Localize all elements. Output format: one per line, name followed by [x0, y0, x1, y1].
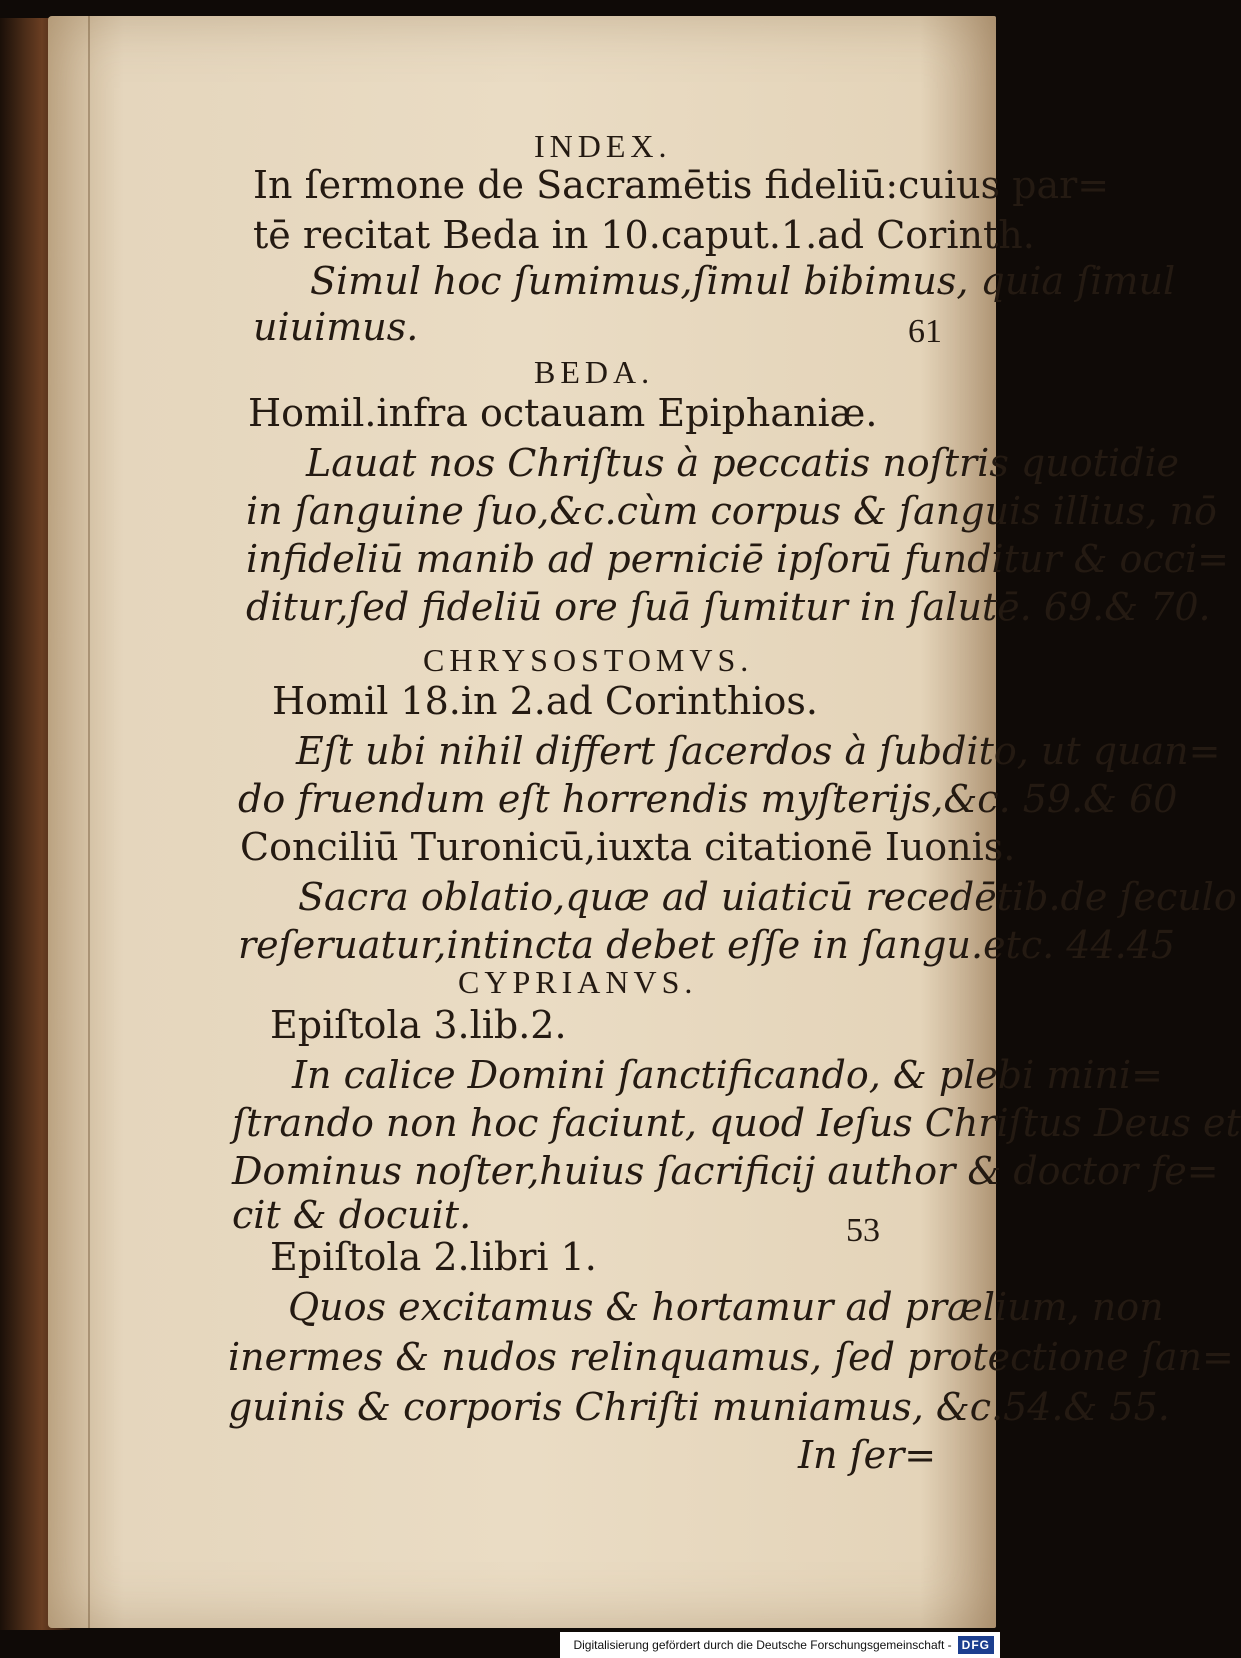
text-line: Eſt ubi nihil differt ſacerdos à ſubdito, ut quan=: [296, 729, 1221, 773]
text-line: inermes & nudos relinquamus, ſed protectione ſan=: [228, 1335, 1234, 1379]
text-line: cit & docuit.: [232, 1193, 472, 1237]
text-line: uiuimus.: [253, 305, 419, 349]
page-text: [48, 16, 1241, 1628]
text-line: Conciliū Turonicū,iuxta citationē Iuonis.: [240, 825, 1016, 869]
text-line: Epiſtola 3.lib.2.: [270, 1003, 567, 1047]
credit-text: Digitalisierung gefördert durch die Deutsche Forschungsgemeinschaft -: [573, 1638, 952, 1652]
section-heading: CYPRIANVS.: [458, 964, 698, 1000]
reference-number: 53: [846, 1212, 880, 1249]
text-line: infideliū manib ad perniciē ipſorū funditur & occi=: [246, 537, 1229, 581]
text-line: Epiſtola 2.libri 1.: [270, 1235, 597, 1279]
text-line: Lauat nos Chriſtus à peccatis noſtris quotidie: [306, 441, 1179, 485]
running-head: INDEX.: [534, 128, 672, 164]
digitization-credit: [560, 1632, 1000, 1658]
text-line: In calice Domini ſanctificando, & plebi mini=: [292, 1053, 1163, 1097]
text-line: in ſanguine ſuo,&c.cùm corpus & ſanguis illius, nō: [246, 489, 1217, 533]
text-line: Simul hoc ſumimus,ſimul bibimus, quia ſimul: [310, 259, 1176, 303]
section-heading: CHRYSOSTOMVS.: [423, 642, 754, 678]
text-line: Sacra oblatio,quæ ad uiaticū recedētib.de ſeculo: [298, 875, 1237, 919]
text-line: In ſermone de Sacramētis fideliū:cuius par=: [253, 163, 1110, 207]
book-page: [48, 16, 1241, 1628]
text-line: Dominus noſter,huius ſacrificij author & doctor fe=: [232, 1149, 1219, 1193]
text-line: ditur,ſed fideliū ore ſuā ſumitur in ſalutē. 69.& 70.: [246, 585, 1211, 629]
page-number: 61: [908, 313, 942, 350]
text-line: tē recitat Beda in 10.caput.1.ad Corinth.: [253, 213, 1035, 257]
text-line: ſtrando non hoc faciunt, quod Ieſus Chriſtus Deus et: [232, 1101, 1241, 1145]
text-line: Homil.infra octauam Epiphaniæ.: [248, 391, 878, 435]
section-heading: BEDA.: [534, 354, 655, 390]
text-line: do fruendum eſt horrendis myſterijs,&c. 59.& 60: [238, 777, 1178, 821]
text-line: reſeruatur,intincta debet eſſe in ſangu.etc. 44.45: [238, 923, 1176, 967]
text-line: Quos excitamus & hortamur ad prælium, non: [288, 1285, 1164, 1329]
catchword: In ſer=: [798, 1433, 937, 1477]
text-line: Homil 18.in 2.ad Corinthios.: [272, 679, 818, 723]
dfg-logo: DFG: [958, 1636, 994, 1654]
text-line: guinis & corporis Chriſti muniamus, &c.54.& 55.: [228, 1385, 1170, 1429]
